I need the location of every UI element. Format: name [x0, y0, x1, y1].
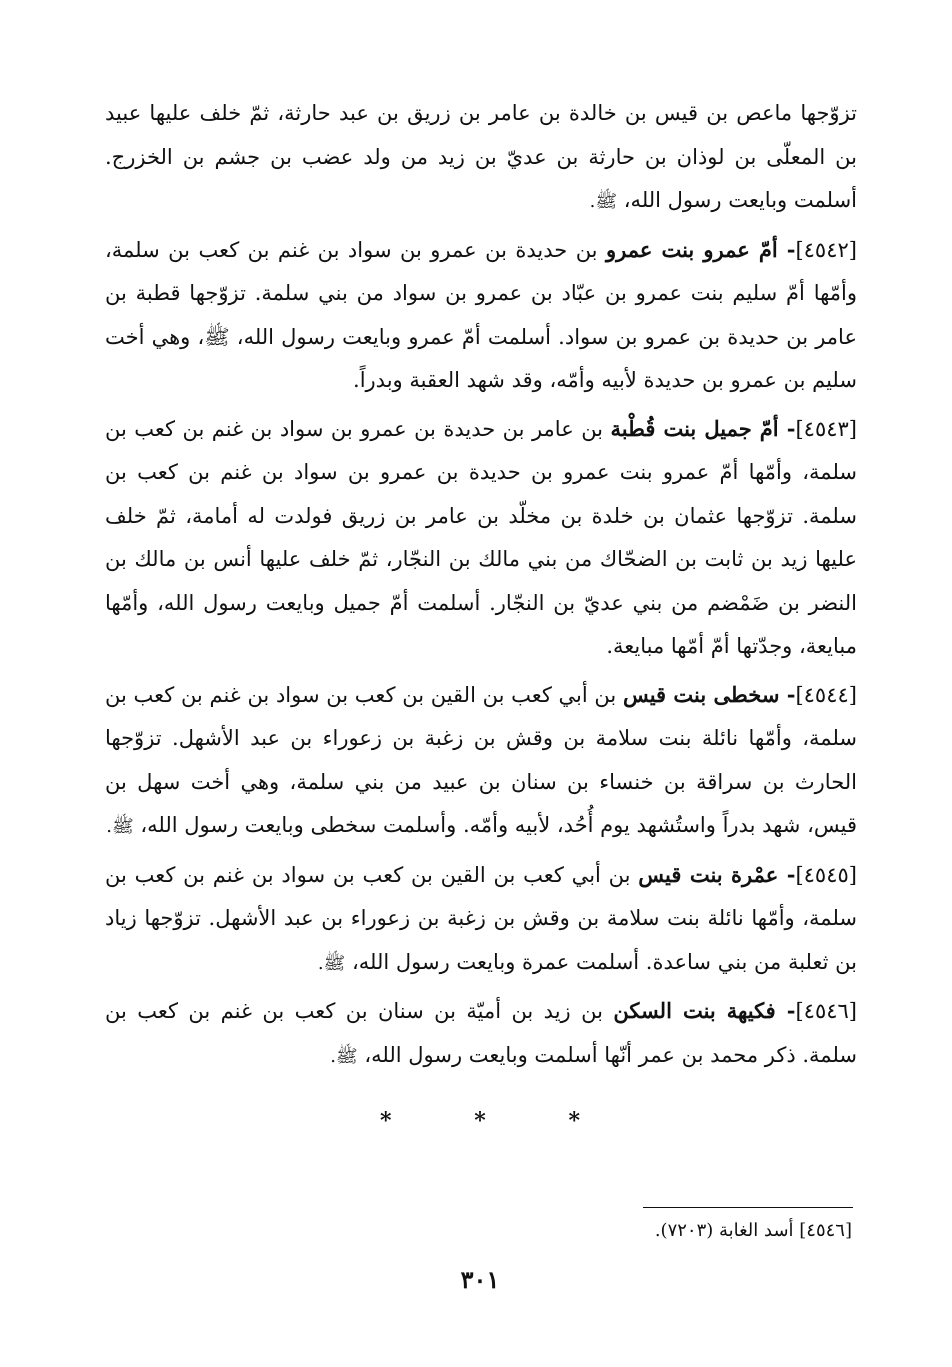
paragraph-text: تزوّجها ماعص بن قيس بن خالدة بن عامر بن زريق بن عبد حارثة، ثمّ خلف عليها عبيد بن المعلّى بن لوذان بن حارثة بن عديّ بن زيد من ولد عضب بن جشم بن الخزرج. أسلمت وبايعت رسول الله، [105, 101, 857, 212]
salla-symbol: ﷺ. [330, 1045, 358, 1067]
page-number: ٣٠١ [460, 1265, 500, 1294]
paragraph-text: بن زيد بن أميّة بن سنان بن كعب بن غنم بن كعب بن سلمة. ذكر محمد بن عمر أنّها أسلمت وبايعت رسول الله، [105, 999, 857, 1067]
entry-4544 [105, 673, 857, 849]
entry-number: [٤٥٤٤] [795, 682, 857, 707]
entry-4545 [105, 853, 857, 986]
entry-name: - فكيهة بنت السكن [613, 998, 796, 1023]
paragraph-text: بن أبي كعب بن القين بن كعب بن سواد بن غنم بن كعب بن سلمة، وأمّها نائلة بنت سلامة بن وقش بن زغبة بن زعوراء بن عبد الأشهل. تزوّجها زياد بن ثعلبة من بني ساعدة. أسلمت عمرة وبايعت رسول الله، [105, 862, 857, 974]
entry-4546 [105, 989, 857, 1078]
paragraph [105, 92, 857, 224]
entry-name: - أمّ عمرو بنت عمرو [605, 236, 796, 262]
paragraph-text: بن حديدة بن عمرو بن سواد بن غنم بن كعب بن سلمة، وأمّها أمّ سليم بنت عمرو بن عبّاد بن عمرو بن سواد من بني سلمة. تزوّجها قطبة بن عامر بن حديدة بن عمرو بن سواد. أسلمت أمّ عمرو وبايعت رسول الله، ﷺ، وهي أخت سليم بن عمرو بن حديدة لأبيه وأمّه، وقد شهد العقبة وبدراً. [105, 237, 857, 392]
salla-symbol: ﷺ. [317, 952, 346, 974]
entry-number: [٤٥٤٥] [795, 862, 857, 887]
paragraph-text: بن أبي كعب بن القين بن كعب بن سواد بن غنم بن كعب بن سلمة، وأمّها نائلة بنت سلامة بن وقش بن زغبة بن زعوراء بن عبد الأشهل. تزوّجها الحارث بن سراقة بن خنساء بن سنان بن عبيد من بني سلمة، وهي أخت سهل بن قيس، شهد بدراً واستُشهد يوم أُحُد، لأبيه وأمّه. وأسلمت سخطى وبايعت رسول الله، [105, 682, 857, 837]
entry-name: - سخطى بنت قيس [622, 681, 796, 707]
salla-symbol: ﷺ. [106, 816, 134, 837]
entry-4542 [105, 228, 857, 403]
footnote: [٤٥٤٦] أسد الغابة (٧٢٠٣). [654, 1220, 852, 1241]
section-separator [380, 1108, 580, 1134]
entry-name: - أمّ جميل بنت قُطْبة [610, 415, 796, 441]
entry-number: [٤٥٤٢] [795, 237, 857, 262]
paragraph-text: بن عامر بن حديدة بن عمرو بن سواد بن غنم بن كعب بن سلمة، وأمّها أمّ عمرو بنت عمرو بن حديدة بن عمرو بن سواد بن غنم بن كعب بن سلمة. تزوّجها عثمان بن خلدة بن مخلّد بن عامر بن زريق فولدت له أمامة، ثمّ خلف عليها زيد بن ثابت بن الضحّاك من بني مالك بن النجّار، ثمّ خلف عليها أنس بن مالك بن النضر بن ضَمْضم من بني عديّ بن النجّار. أسلمت أمّ جميل وبايعت رسول الله، وأمّها مبايعة، وجدّتها أمّ أمّها مبايعة. [105, 416, 857, 658]
separator-star: * [474, 1108, 486, 1134]
entry-number: [٤٥٤٣] [795, 416, 857, 441]
entry-number: [٤٥٤٦] [795, 999, 857, 1023]
entry-4543 [105, 407, 857, 669]
entry-name: - عمْرة بنت قيس [638, 861, 796, 887]
salla-symbol: ﷺ. [589, 191, 618, 212]
separator-star: * [380, 1108, 392, 1134]
separator-star: * [568, 1108, 580, 1134]
main-text [105, 92, 857, 1078]
footnote-divider [643, 1207, 853, 1208]
